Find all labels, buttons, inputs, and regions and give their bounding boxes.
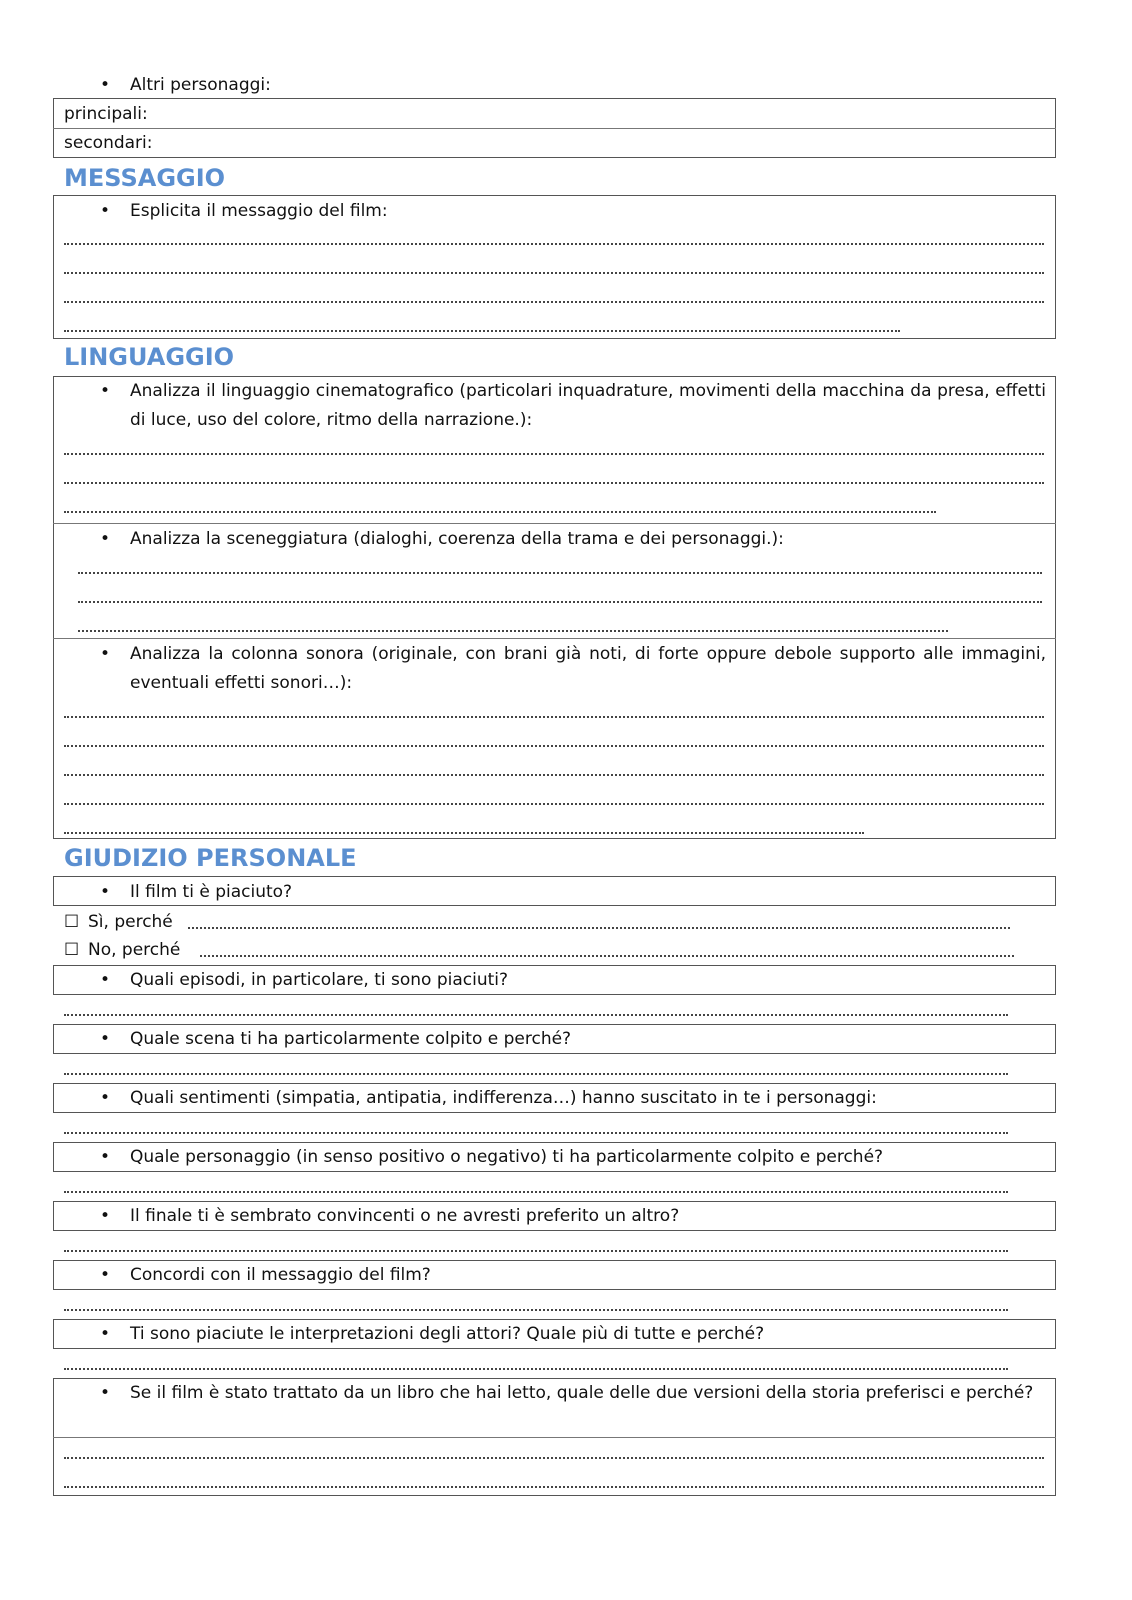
divider xyxy=(53,128,1056,129)
bullet: • xyxy=(100,644,111,664)
bullet: • xyxy=(100,1147,111,1167)
answer-line[interactable] xyxy=(64,330,900,332)
answer-line[interactable] xyxy=(64,1309,1008,1311)
answer-line[interactable] xyxy=(64,272,1044,274)
section-heading: MESSAGGIO xyxy=(64,164,226,192)
answer-line[interactable] xyxy=(64,453,1044,455)
question: Il film ti è piaciuto? xyxy=(130,882,293,902)
answer-line[interactable] xyxy=(64,1486,1044,1488)
section-heading: GIUDIZIO PERSONALE xyxy=(64,844,357,872)
bullet: • xyxy=(100,1088,111,1108)
question: Il finale ti è sembrato convincenti o ne avresti preferito un altro? xyxy=(130,1206,680,1226)
answer-line[interactable] xyxy=(78,630,948,632)
question: Analizza la sceneggiatura (dialoghi, coerenza della trama e dei personaggi.): xyxy=(130,529,784,549)
answer-line[interactable] xyxy=(64,301,1044,303)
bullet: • xyxy=(100,1029,111,1049)
answer-line[interactable] xyxy=(64,832,864,834)
answer-line[interactable] xyxy=(64,1132,1008,1134)
answer-line[interactable] xyxy=(64,511,936,513)
bullet: • xyxy=(100,75,111,95)
checkbox-si[interactable]: ☐ xyxy=(64,912,80,932)
answer-line[interactable] xyxy=(188,927,1010,929)
answer-line[interactable] xyxy=(64,1368,1008,1370)
answer-line[interactable] xyxy=(64,1014,1008,1016)
bullet: • xyxy=(100,201,111,221)
question: Ti sono piaciute le interpretazioni degli attori? Quale più di tutte e perché? xyxy=(130,1324,765,1344)
question: Analizza la colonna sonora (originale, con brani già noti, di forte oppure debole supporto alle immagini, eventuali effetti sonori…): xyxy=(130,644,1046,693)
question: Quali episodi, in particolare, ti sono piaciuti? xyxy=(130,970,509,990)
divider xyxy=(53,523,1056,524)
question: Quale scena ti ha particolarmente colpito e perché? xyxy=(130,1029,572,1049)
answer-line[interactable] xyxy=(64,1250,1008,1252)
answer-line[interactable] xyxy=(64,243,1044,245)
no-label: No, perché xyxy=(88,940,181,960)
bullet: • xyxy=(100,970,111,990)
question: Se il film è stato trattato da un libro che hai letto, quale delle due versioni della storia preferisci e perché? xyxy=(130,1383,1034,1403)
answer-line[interactable] xyxy=(64,1073,1008,1075)
question: Analizza il linguaggio cinematografico (particolari inquadrature, movimenti della macchina da presa, effetti di luce, uso del colore, ritmo della narrazione.): xyxy=(130,381,1046,430)
answer-line[interactable] xyxy=(64,1191,1008,1193)
secondari-field[interactable]: secondari: xyxy=(64,133,153,153)
bullet: • xyxy=(100,1206,111,1226)
bullet: • xyxy=(100,1265,111,1285)
answer-line[interactable] xyxy=(64,716,1044,718)
question: Quali sentimenti (simpatia, antipatia, indifferenza…) hanno suscitato in te i personaggi: xyxy=(130,1088,877,1108)
answer-line[interactable] xyxy=(64,774,1044,776)
answer-line[interactable] xyxy=(64,482,1044,484)
answer-line[interactable] xyxy=(64,803,1044,805)
question: Concordi con il messaggio del film? xyxy=(130,1265,431,1285)
checkbox-no[interactable]: ☐ xyxy=(64,940,80,960)
answer-line[interactable] xyxy=(78,601,1042,603)
answer-line[interactable] xyxy=(200,955,1014,957)
altri-label: Altri personaggi: xyxy=(130,75,271,95)
answer-line[interactable] xyxy=(64,1457,1044,1459)
divider xyxy=(53,1437,1056,1438)
question: Quale personaggio (in senso positivo o negativo) ti ha particolarmente colpito e perché? xyxy=(130,1147,884,1167)
question: Esplicita il messaggio del film: xyxy=(130,201,388,221)
linguaggio-box xyxy=(53,376,1056,839)
principali-field[interactable]: principali: xyxy=(64,104,148,124)
answer-line[interactable] xyxy=(64,745,1044,747)
bullet: • xyxy=(100,529,111,549)
bullet: • xyxy=(100,1324,111,1344)
section-heading: LINGUAGGIO xyxy=(64,343,235,371)
bullet: • xyxy=(100,1383,111,1403)
si-label: Sì, perché xyxy=(88,912,173,932)
bullet: • xyxy=(100,381,111,401)
answer-line[interactable] xyxy=(78,572,1042,574)
divider xyxy=(53,638,1056,639)
bullet: • xyxy=(100,882,111,902)
